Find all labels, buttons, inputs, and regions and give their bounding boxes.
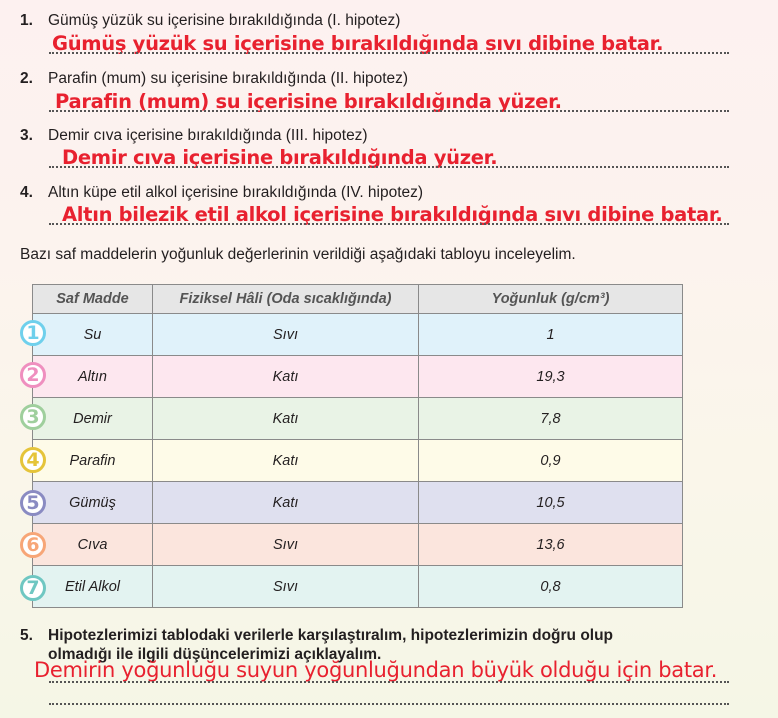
number-badge-icon: 6	[20, 532, 46, 558]
table-row	[33, 482, 683, 524]
header-density: Yoğunluk (g/cm³)	[419, 285, 683, 314]
density-cell: 10,5	[419, 482, 683, 524]
answer-text[interactable]: Altın bilezik etil alkol içerisine bırakıldığında sıvı dibine batar.	[62, 203, 723, 226]
number-badge-icon: 7	[20, 575, 46, 601]
question-number: 2.	[20, 70, 33, 87]
question-text: Hipotezlerimizi tablodaki verilerle karşılaştıralım, hipotezlerimizin doğru olup	[48, 627, 614, 644]
substance-cell: Cıva	[33, 524, 153, 566]
density-cell: 19,3	[419, 356, 683, 398]
number-badge-icon: 4	[20, 447, 46, 473]
table-row	[33, 314, 683, 356]
density-cell: 13,6	[419, 524, 683, 566]
substance-cell: Altın	[33, 356, 153, 398]
question-text: Parafin (mum) su içerisine bırakıldığında (II. hipotez)	[48, 70, 409, 87]
question-text: Demir cıva içerisine bırakıldığında (III. hipotez)	[48, 127, 368, 144]
answer-text[interactable]: Gümüş yüzük su içerisine bırakıldığında sıvı dibine batar.	[52, 32, 664, 55]
answer-line[interactable]	[49, 166, 729, 168]
question-number: 3.	[20, 127, 33, 144]
substance-cell: Su	[33, 314, 153, 356]
state-cell: Katı	[153, 482, 419, 524]
table-row	[33, 566, 683, 608]
table-row	[33, 356, 683, 398]
density-table	[32, 284, 683, 608]
answer-text[interactable]: Demirin yoğunluğu suyun yoğunluğundan büyük olduğu için batar.	[34, 658, 718, 682]
state-cell: Sıvı	[153, 314, 419, 356]
intro-text: Bazı saf maddelerin yoğunluk değerlerinin verildiği aşağıdaki tabloyu inceleyelim.	[20, 246, 576, 263]
question-number: 5.	[20, 627, 33, 644]
substance-cell: Etil Alkol	[33, 566, 153, 608]
answer-text[interactable]: Demir cıva içerisine bırakıldığında yüzer.	[62, 146, 498, 169]
substance-cell: Parafin	[33, 440, 153, 482]
number-badge-icon: 2	[20, 362, 46, 388]
question-text: Altın küpe etil alkol içerisine bırakıldığında (IV. hipotez)	[48, 184, 424, 201]
table-header-row	[33, 285, 683, 314]
density-cell: 1	[419, 314, 683, 356]
question-number: 1.	[20, 12, 33, 29]
number-badge-icon: 5	[20, 490, 46, 516]
state-cell: Katı	[153, 356, 419, 398]
answer-text[interactable]: Parafin (mum) su içerisine bırakıldığında yüzer.	[55, 90, 562, 113]
question-number: 4.	[20, 184, 33, 201]
substance-cell: Gümüş	[33, 482, 153, 524]
header-state: Fiziksel Hâli (Oda sıcaklığında)	[153, 285, 419, 314]
table-row	[33, 398, 683, 440]
state-cell: Katı	[153, 398, 419, 440]
answer-line[interactable]	[49, 110, 729, 112]
answer-line[interactable]	[49, 223, 729, 225]
state-cell: Sıvı	[153, 566, 419, 608]
number-badge-icon: 1	[20, 320, 46, 346]
density-cell: 0,9	[419, 440, 683, 482]
density-cell: 0,8	[419, 566, 683, 608]
number-badge-icon: 3	[20, 404, 46, 430]
table-row	[33, 440, 683, 482]
state-cell: Sıvı	[153, 524, 419, 566]
state-cell: Katı	[153, 440, 419, 482]
answer-line[interactable]	[49, 703, 729, 705]
header-substance: Saf Madde	[33, 285, 153, 314]
question-text: Gümüş yüzük su içerisine bırakıldığında (I. hipotez)	[48, 12, 401, 29]
question-text-continued: olmadığı ile ilgili düşüncelerimizi açıklayalım.	[48, 646, 382, 663]
substance-cell: Demir	[33, 398, 153, 440]
density-cell: 7,8	[419, 398, 683, 440]
answer-line[interactable]	[49, 52, 729, 54]
table-row	[33, 524, 683, 566]
answer-line[interactable]	[49, 681, 729, 683]
